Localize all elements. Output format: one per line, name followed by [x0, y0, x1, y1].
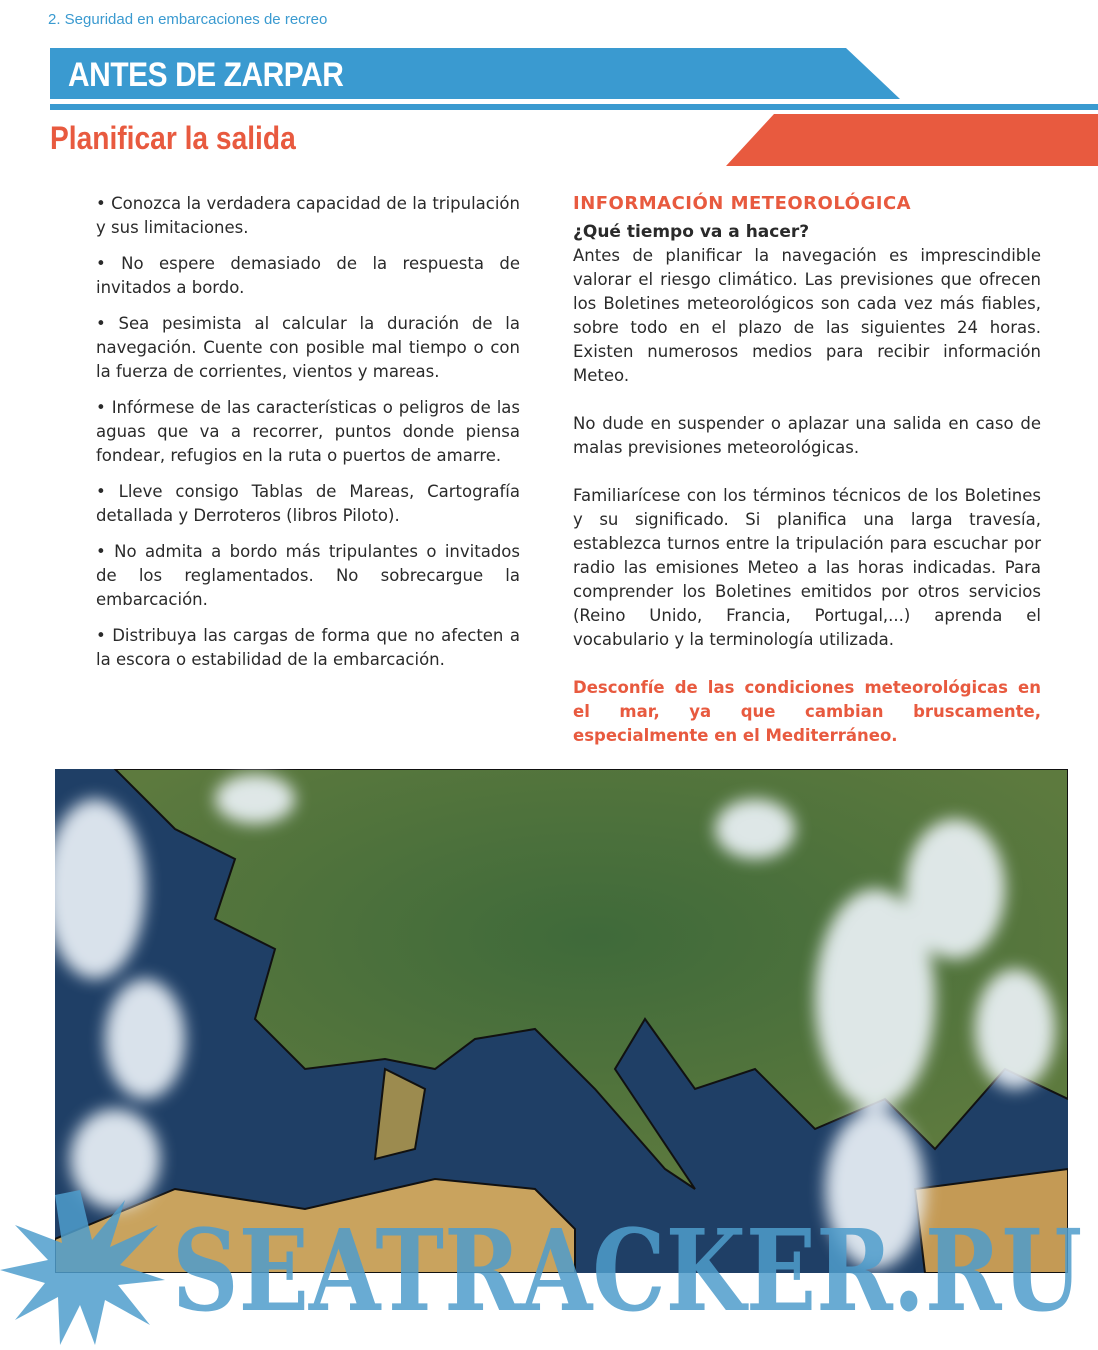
list-item: • Conozca la verdadera capacidad de la tripulación y sus limitaciones. — [96, 194, 520, 237]
paragraph: No dude en suspender o aplazar una salida en caso de malas previsiones meteorológicas. — [573, 414, 1041, 457]
list-item: • Distribuya las cargas de forma que no afecten a la escora o estabilidad de la embarcación. — [96, 626, 520, 669]
weather-column — [573, 192, 1041, 772]
sun-logo-icon — [0, 1190, 165, 1345]
checklist-column — [96, 192, 520, 684]
watermark — [0, 1185, 1098, 1350]
divider — [50, 104, 1098, 110]
running-header: 2. Seguridad en embarcaciones de recreo — [48, 11, 328, 28]
warning-text: Desconfíe de las condiciones meteorológicas en el mar, ya que cambian bruscamente, especialmente en el Mediterráneo. — [573, 678, 1041, 745]
paragraph: Antes de planificar la navegación es imprescindible valorar el riesgo climático. Las previsiones que ofrecen los Boletines meteorológicos son cada vez más fiables, sobre todo en el plazo de las siguientes 24 horas. Existen numerosos medios para recibir información Meteo. — [573, 246, 1041, 385]
decorative-shape — [726, 114, 1098, 166]
page-title: ANTES DE ZARPAR — [68, 56, 344, 94]
list-item: • Infórmese de las características o peligros de las aguas que va a recorrer, puntos donde piensa fondear, refugios en la ruta o puertos de amarre. — [96, 398, 520, 465]
list-item: • No admita a bordo más tripulantes o invitados de los reglamentados. No sobrecargue la embarcación. — [96, 542, 520, 609]
list-item: • No espere demasiado de la respuesta de invitados a bordo. — [96, 254, 520, 297]
question-heading: ¿Qué tiempo va a hacer? — [573, 222, 810, 242]
section-subtitle: Planificar la salida — [50, 120, 296, 156]
list-item: • Sea pesimista al calcular la duración de la navegación. Cuente con posible mal tiempo o con la fuerza de corrientes, vientos y mareas. — [96, 314, 520, 381]
list-item: • Lleve consigo Tablas de Mareas, Cartografía detallada y Derroteros (libros Piloto). — [96, 482, 520, 525]
watermark-text: SEATRACKER.RU — [172, 1206, 1082, 1337]
paragraph: Familiarícese con los términos técnicos de los Boletines y su significado. Si planifica una larga travesía, establezca turnos entre la tripulación para escuchar por radio las emisiones Meteo a las horas indicadas. Para comprender los Boletines emitidos por otros servicios (Reino Unido, Francia, Portugal,...) aprenda el vocabulario y la terminología utilizada. — [573, 486, 1041, 649]
section-heading: INFORMACIÓN METEOROLÓGICA — [573, 193, 912, 214]
